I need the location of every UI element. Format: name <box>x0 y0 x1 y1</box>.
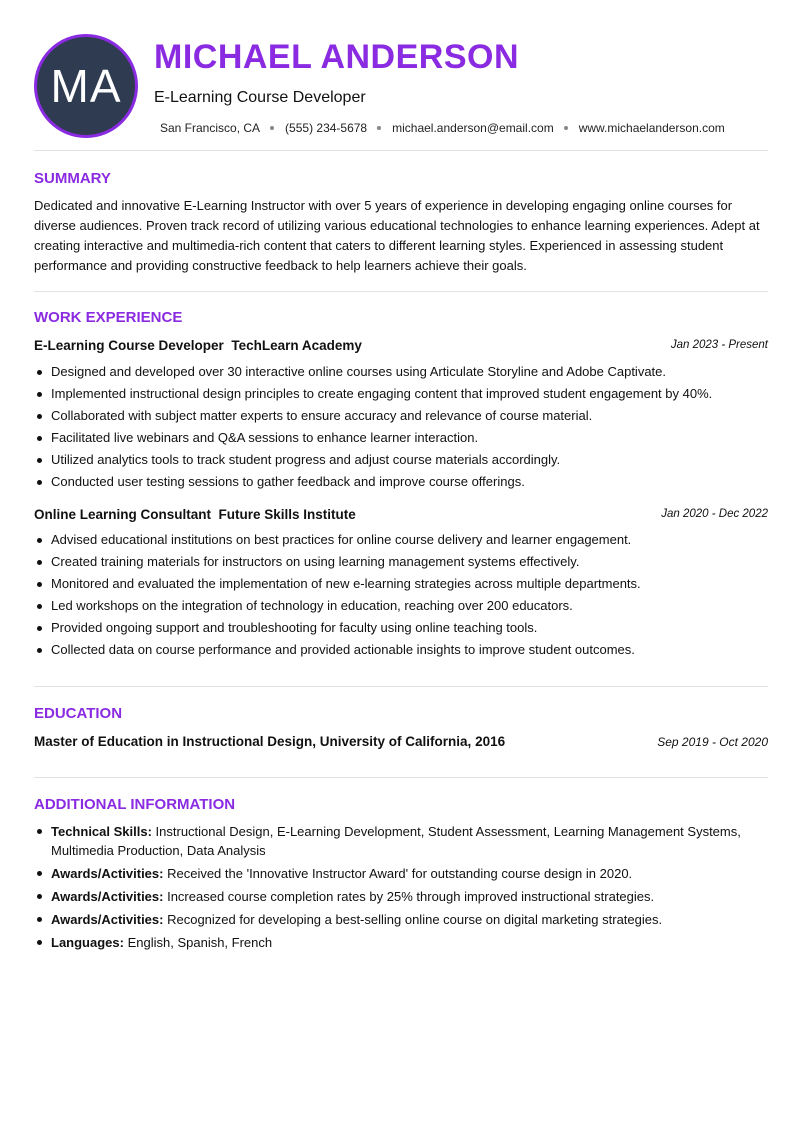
summary-heading: SUMMARY <box>34 170 111 187</box>
list-item <box>34 887 768 906</box>
contact-phone: (555) 234-5678 <box>285 121 368 135</box>
job-company: Future Skills Institute <box>218 507 356 522</box>
job-header <box>34 507 768 525</box>
list-item <box>34 822 768 860</box>
job-company: TechLearn Academy <box>231 338 362 353</box>
item-text: Recognized for developing a best-selling online course on digital marketing strategies. <box>167 912 663 927</box>
item-text: English, Spanish, French <box>127 935 273 950</box>
list-item: Collaborated with subject matter experts to ensure accuracy and relevance of course material. <box>34 407 768 425</box>
job-role-company <box>34 338 362 353</box>
item-label: Languages: <box>51 935 124 950</box>
additional-heading: ADDITIONAL INFORMATION <box>34 796 236 813</box>
additional-list <box>34 822 768 956</box>
list-item: Conducted user testing sessions to gather feedback and improve course offerings. <box>34 473 768 491</box>
job-bullets <box>34 363 768 495</box>
resume-header <box>34 34 768 138</box>
job-bullets <box>34 531 768 663</box>
list-item: Designed and developed over 30 interactive online courses using Articulate Storyline and Adobe Captivate. <box>34 363 768 381</box>
summary-text: Dedicated and innovative E-Learning Instructor with over 5 years of experience in developing engaging online courses for diverse audiences. Proven track record of utilizing various educational technologies to enhance learning experiences. Adept at creating interactive and multimedia-rich content that caters to different learning styles. Experienced in assessing student performance and providing constructive feedback to help learners achieve their goals. <box>34 198 760 273</box>
contact-email[interactable]: michael.anderson@email.com <box>392 121 554 135</box>
experience-heading: WORK EXPERIENCE <box>34 309 183 326</box>
list-item: Advised educational institutions on best practices for online course delivery and learner engagement. <box>34 531 768 549</box>
job-role: Online Learning Consultant <box>34 507 212 522</box>
job-dates: Jan 2023 - Present <box>670 339 768 351</box>
item-label: Awards/Activities: <box>51 912 164 927</box>
avatar-initials: MA <box>50 60 122 112</box>
contact-website[interactable]: www.michaelanderson.com <box>578 121 725 135</box>
contact-location: San Francisco, CA <box>160 121 261 135</box>
job-dates: Jan 2020 - Dec 2022 <box>661 508 768 520</box>
job-role: E-Learning Course Developer <box>34 338 224 353</box>
list-item <box>34 864 768 883</box>
list-item: Collected data on course performance and provided actionable insights to improve student outcomes. <box>34 641 768 659</box>
education-entry <box>34 734 768 752</box>
item-text: Received the 'Innovative Instructor Award' for outstanding course design in 2020. <box>167 866 633 881</box>
section-divider <box>34 777 768 778</box>
contact-info <box>160 120 725 136</box>
item-label: Awards/Activities: <box>51 866 164 881</box>
job-header <box>34 338 768 356</box>
list-item: Led workshops on the integration of technology in education, reaching over 200 educators. <box>34 597 768 615</box>
list-item: Implemented instructional design principles to create engaging content that improved student engagement by 40%. <box>34 385 768 403</box>
job-role-company <box>34 507 356 522</box>
education-heading: EDUCATION <box>34 705 123 722</box>
item-label: Technical Skills: <box>51 824 152 839</box>
section-divider <box>34 150 768 151</box>
item-text: Increased course completion rates by 25% through improved instructional strategies. <box>167 889 655 904</box>
education-dates: Sep 2019 - Oct 2020 <box>657 735 768 749</box>
bullet-separator <box>377 126 381 130</box>
list-item: Provided ongoing support and troubleshooting for faculty using online teaching tools. <box>34 619 768 637</box>
list-item: Created training materials for instructors on using learning management systems effectively. <box>34 553 768 571</box>
candidate-title: E-Learning Course Developer <box>154 89 366 106</box>
education-degree: Master of Education in Instructional Design, University of California, 2016 <box>34 734 506 749</box>
item-label: Awards/Activities: <box>51 889 164 904</box>
bullet-separator <box>270 126 274 130</box>
section-divider <box>34 686 768 687</box>
candidate-name: MICHAEL ANDERSON <box>154 38 520 76</box>
list-item: Utilized analytics tools to track student progress and adjust course materials accordingly. <box>34 451 768 469</box>
list-item <box>34 910 768 929</box>
section-divider <box>34 291 768 292</box>
list-item <box>34 933 768 952</box>
list-item: Facilitated live webinars and Q&A sessions to enhance learner interaction. <box>34 429 768 447</box>
avatar <box>34 34 138 138</box>
bullet-separator <box>564 126 568 130</box>
item-text: Instructional Design, E-Learning Development, Student Assessment, Learning Management Systems, Multimedia Production, Data Analysis <box>51 824 741 858</box>
list-item: Monitored and evaluated the implementation of new e-learning strategies across multiple departments. <box>34 575 768 593</box>
